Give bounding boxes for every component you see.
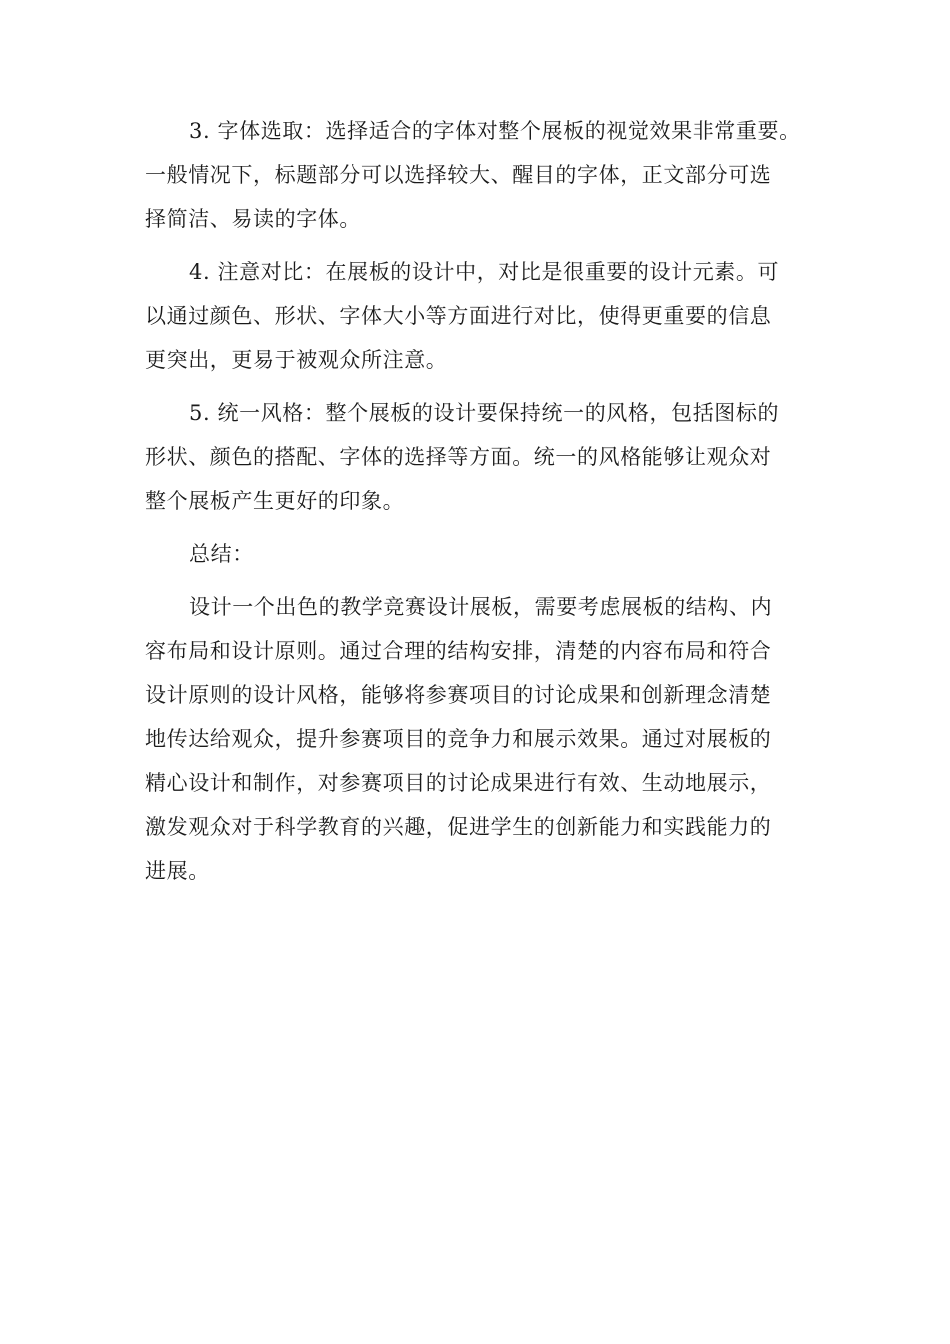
text-line: 形状、颜色的搭配、字体的选择等方面。统一的风格能够让观众对 xyxy=(145,445,772,469)
text-line: 进展。 xyxy=(145,859,210,883)
text-line: 地传达给观众，提升参赛项目的竞争力和展示效果。通过对展板的 xyxy=(145,727,772,751)
text-line: 更突出，更易于被观众所注意。 xyxy=(145,348,448,372)
text-line: 5. 统一风格：整个展板的设计要保持统一的风格，包括图标的 xyxy=(189,401,780,425)
text-line: 激发观众对于科学教育的兴趣，促进学生的创新能力和实践能力的 xyxy=(145,815,772,839)
text-line: 精心设计和制作，对参赛项目的讨论成果进行有效、生动地展示， xyxy=(145,771,772,795)
text-line: 设计一个出色的教学竞赛设计展板，需要考虑展板的结构、内 xyxy=(189,595,773,619)
text-line: 容布局和设计原则。通过合理的结构安排，清楚的内容布局和符合 xyxy=(145,639,772,663)
text-line: 整个展板产生更好的印象。 xyxy=(145,489,405,513)
text-line: 一般情况下，标题部分可以选择较大、醒目的字体，正文部分可选 xyxy=(145,163,772,187)
text-line: 3. 字体选取：选择适合的字体对整个展板的视觉效果非常重要。 xyxy=(189,119,801,143)
text-line: 以通过颜色、形状、字体大小等方面进行对比，使得更重要的信息 xyxy=(145,304,772,328)
text-line: 设计原则的设计风格，能够将参赛项目的讨论成果和创新理念清楚 xyxy=(145,683,772,707)
text-line: 4. 注意对比：在展板的设计中，对比是很重要的设计元素。可 xyxy=(189,260,780,284)
text-line: 择简洁、易读的字体。 xyxy=(145,207,361,231)
summary-heading: 总结： xyxy=(189,542,254,566)
